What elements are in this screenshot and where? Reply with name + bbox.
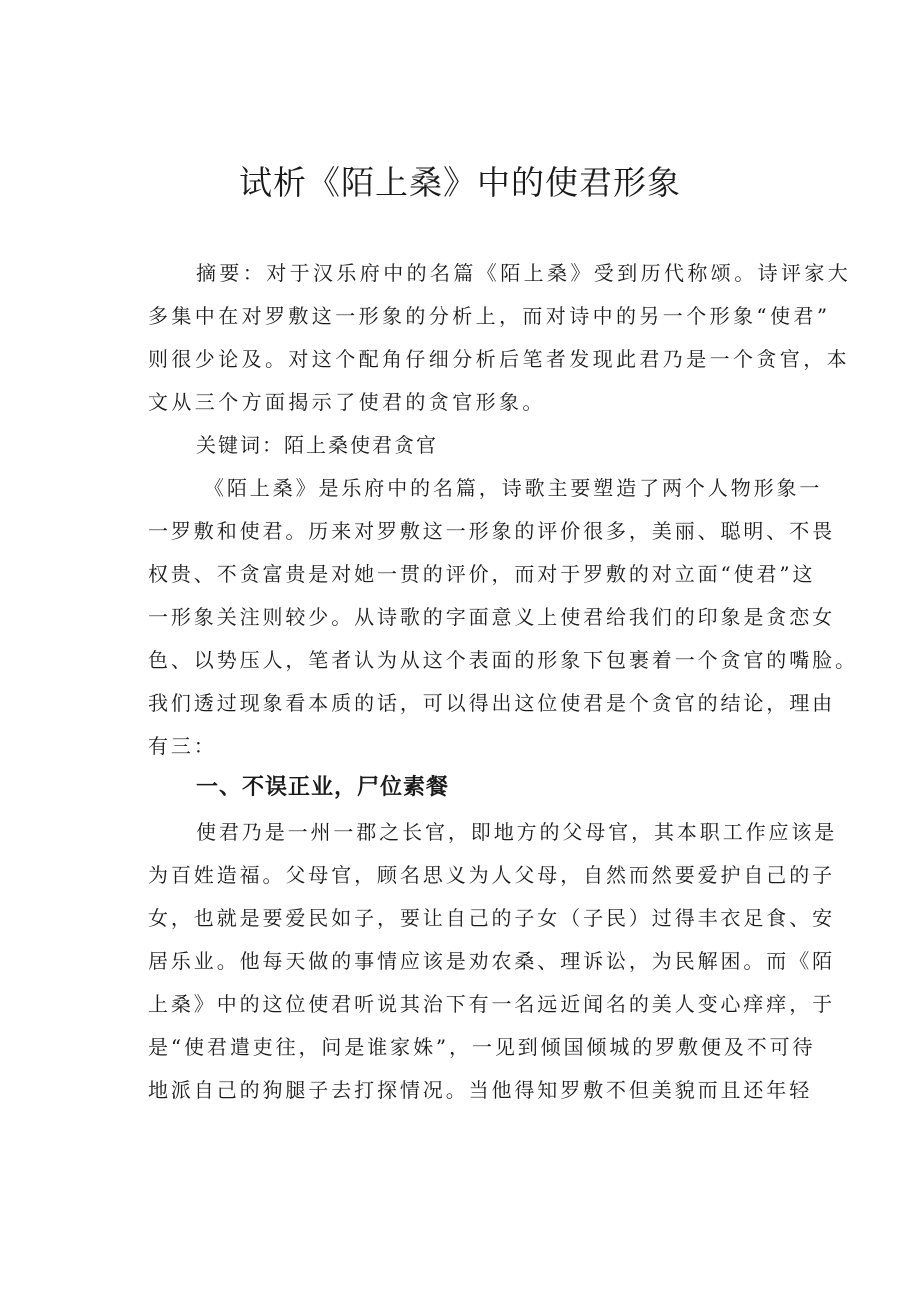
paragraph-line: 有三： [148,734,217,758]
paragraph-line: 居乐业。他每天做的事情应该是劝农桑、理诉讼，为民解困。而《陌 [148,949,835,973]
abstract-line: 文从三个方面揭示了使君的贪官形象。 [148,390,546,414]
paragraph-line: 女，也就是要爱民如子，要让自己的子女（子民）过得丰衣足食、安 [148,906,835,930]
paragraph-line: 一罗敷和使君。历来对罗敷这一形象的评价很多，美丽、聪明、不畏 [148,519,835,543]
paragraph-line: 色、以势压人，笔者认为从这个表面的形象下包裹着一个贪官的嘴脸。 [148,648,858,672]
paragraph-line: 权贵、不贪富贵是对她一贯的评价，而对于罗敷的对立面“使君”这 [148,562,816,586]
paragraph-line: 我们透过现象看本质的话，可以得出这位使君是个贪官的结论，理由 [148,691,835,715]
keywords-line: 关键词：陌上桑使君贪官 [196,433,438,457]
paragraph-line: 一形象关注则较少。从诗歌的字面意义上使君给我们的印象是贪恋女 [148,605,835,629]
paragraph-line: 为百姓造福。父母官，顾名思义为人父母，自然而然要爱护自己的子 [148,863,835,887]
paragraph-line: 上桑》中的这位使君听说其治下有一名远近闻名的美人变心痒痒，于 [148,992,835,1016]
paragraph-line: 是“使君遣吏往，问是谁家姝”，一见到倾国倾城的罗敷便及不可待 [148,1035,816,1059]
paragraph-line: 地派自己的狗腿子去打探情况。当他得知罗敷不但美貌而且还年轻 [148,1078,813,1102]
abstract-line: 则很少论及。对这个配角仔细分析后笔者发现此君乃是一个贪官，本 [148,347,850,371]
abstract-line: 摘要：对于汉乐府中的名篇《陌上桑》受到历代称颂。诗评家大 [196,261,852,285]
document-title: 试析《陌上桑》中的使君形象 [239,163,681,202]
paragraph-line: 《陌上桑》是乐府中的名篇，诗歌主要塑造了两个人物形象一 [204,476,823,500]
abstract-line: 多集中在对罗敷这一形象的分析上，而对诗中的另一个形象“使君” [148,304,831,328]
paragraph-line: 使君乃是一州一郡之长官，即地方的父母官，其本职工作应该是 [196,820,838,844]
section-heading: 一、不误正业，尸位素餐 [196,775,450,800]
